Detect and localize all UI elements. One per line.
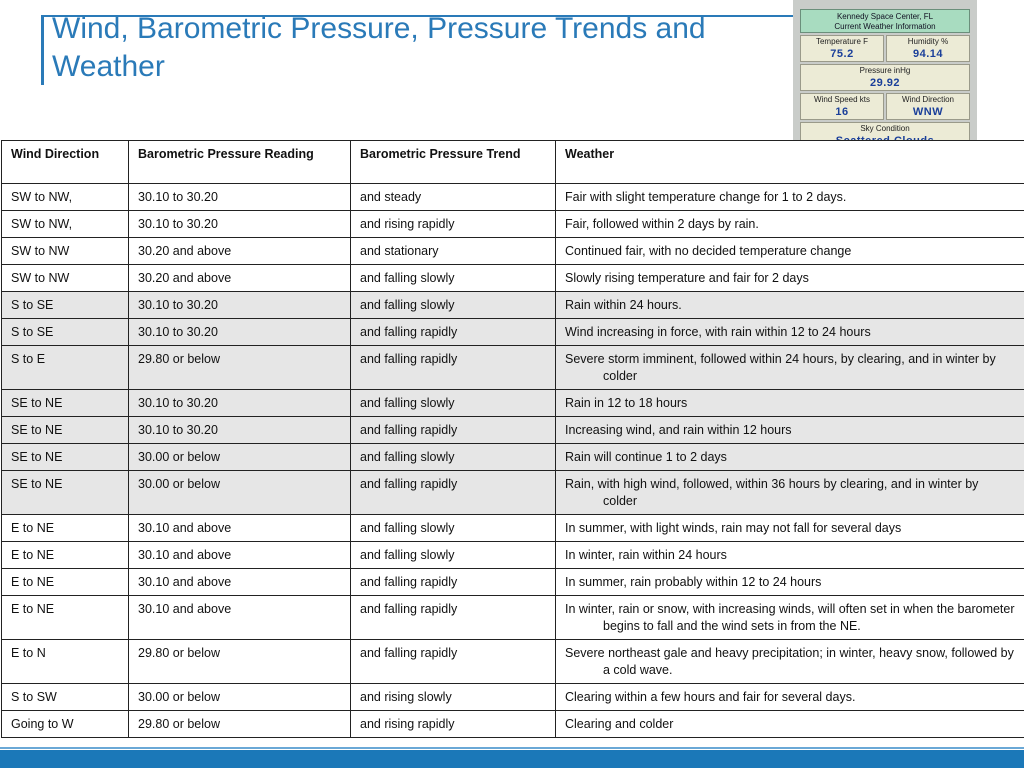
cell-wind-direction-text: SW to NW (11, 271, 70, 285)
cell-wind-direction (2, 444, 129, 471)
cell-wind-direction-text: S to SE (11, 298, 54, 312)
table-row (2, 542, 1024, 569)
cell-weather (556, 390, 1024, 417)
cell-pressure-reading (129, 596, 351, 640)
cell-weather (556, 319, 1024, 346)
cell-weather (556, 596, 1024, 640)
cell-wind-direction (2, 471, 129, 515)
humidity-cell (886, 35, 970, 62)
cell-pressure-reading-text: 30.10 to 30.20 (138, 298, 218, 312)
cell-pressure-trend-text: and falling rapidly (360, 575, 458, 589)
cell-wind-direction (2, 569, 129, 596)
cell-pressure-trend-text: and rising slowly (360, 690, 452, 704)
cell-wind-direction (2, 265, 129, 292)
cell-pressure-trend (351, 596, 556, 640)
cell-pressure-trend (351, 390, 556, 417)
weather-lore-table (1, 140, 1024, 738)
cell-pressure-trend-text: and falling rapidly (360, 423, 458, 437)
cell-pressure-trend-text: and falling rapidly (360, 646, 458, 660)
cell-pressure-trend (351, 319, 556, 346)
cell-pressure-reading (129, 390, 351, 417)
cell-pressure-trend (351, 292, 556, 319)
cell-pressure-reading (129, 292, 351, 319)
cell-pressure-reading (129, 471, 351, 515)
cell-weather-text: Clearing and colder (565, 717, 674, 731)
cell-wind-direction (2, 319, 129, 346)
cell-weather-text: In summer, with light winds, rain may not fall for several days (565, 521, 902, 535)
cell-pressure-trend (351, 346, 556, 390)
cell-pressure-trend-text: and falling rapidly (360, 602, 458, 616)
table-row (2, 444, 1024, 471)
cell-pressure-trend (351, 711, 556, 738)
cell-wind-direction (2, 640, 129, 684)
cell-pressure-reading-text: 30.20 and above (138, 244, 232, 258)
cell-weather (556, 265, 1024, 292)
footer-bar (0, 750, 1024, 768)
cell-weather-text: Slowly rising temperature and fair for 2 days (565, 271, 809, 285)
cell-weather-text: Fair with slight temperature change for 1 to 2 days. (565, 190, 847, 204)
cell-pressure-reading-text: 30.10 to 30.20 (138, 217, 218, 231)
cell-weather (556, 211, 1024, 238)
cell-pressure-reading (129, 640, 351, 684)
table-header-row (2, 141, 1024, 184)
cell-weather-text: Rain will continue 1 to 2 days (565, 450, 727, 464)
cell-weather-text: Severe storm imminent, followed within 24 hours, by clearing, and in winter by colder (565, 352, 996, 383)
cell-pressure-reading (129, 319, 351, 346)
cell-pressure-reading-text: 29.80 or below (138, 717, 221, 731)
cell-pressure-trend (351, 184, 556, 211)
cell-pressure-trend-text: and falling slowly (360, 298, 455, 312)
cell-weather-text: Severe northeast gale and heavy precipitation; in winter, heavy snow, followed by a cold wave. (565, 646, 1014, 677)
cell-pressure-trend (351, 444, 556, 471)
cell-pressure-trend-text: and stationary (360, 244, 439, 258)
cell-weather (556, 640, 1024, 684)
wind-speed-label: Wind Speed kts (813, 95, 871, 104)
cell-wind-direction-text: SW to NW, (11, 217, 73, 231)
cell-pressure-trend (351, 684, 556, 711)
cell-wind-direction-text: S to SW (11, 690, 57, 704)
cell-pressure-trend (351, 542, 556, 569)
cell-pressure-trend-text: and falling rapidly (360, 325, 458, 339)
table-row (2, 292, 1024, 319)
cell-wind-direction (2, 542, 129, 569)
cell-pressure-trend-text: and falling slowly (360, 548, 455, 562)
cell-wind-direction-text: E to N (11, 646, 46, 660)
cell-pressure-trend (351, 265, 556, 292)
cell-wind-direction (2, 184, 129, 211)
cell-pressure-trend (351, 471, 556, 515)
cell-pressure-trend-text: and falling slowly (360, 521, 455, 535)
cell-wind-direction (2, 346, 129, 390)
cell-wind-direction-text: E to NE (11, 548, 55, 562)
cell-pressure-trend-text: and steady (360, 190, 422, 204)
cell-weather-text: Increasing wind, and rain within 12 hours (565, 423, 792, 437)
cell-wind-direction (2, 711, 129, 738)
cell-wind-direction-text: S to SE (11, 325, 54, 339)
table-row (2, 640, 1024, 684)
cell-wind-direction (2, 211, 129, 238)
cell-weather (556, 711, 1024, 738)
widget-subtitle: Current Weather Information (834, 22, 936, 31)
table-row (2, 471, 1024, 515)
cell-wind-direction-text: SE to NE (11, 477, 63, 491)
cell-weather-text: Clearing within a few hours and fair for several days. (565, 690, 856, 704)
cell-wind-direction-text: SE to NE (11, 423, 63, 437)
cell-pressure-reading (129, 444, 351, 471)
cell-wind-direction-text: SE to NE (11, 450, 63, 464)
cell-weather (556, 292, 1024, 319)
cell-pressure-reading (129, 211, 351, 238)
cell-wind-direction-text: SW to NW (11, 244, 70, 258)
cell-wind-direction (2, 417, 129, 444)
cell-pressure-reading-text: 30.10 and above (138, 548, 232, 562)
cell-weather (556, 471, 1024, 515)
header-weather: Weather (556, 141, 1024, 184)
cell-wind-direction (2, 390, 129, 417)
slide-title (52, 10, 812, 86)
pressure-cell (800, 64, 970, 91)
cell-weather (556, 238, 1024, 265)
cell-pressure-reading (129, 684, 351, 711)
table-row (2, 515, 1024, 542)
cell-weather (556, 444, 1024, 471)
cell-weather-text: Fair, followed within 2 days by rain. (565, 217, 759, 231)
cell-weather (556, 569, 1024, 596)
cell-wind-direction (2, 238, 129, 265)
table-row (2, 184, 1024, 211)
cell-weather-text: Continued fair, with no decided temperature change (565, 244, 852, 258)
temperature-value: 75.2 (830, 48, 854, 60)
cell-wind-direction-text: E to NE (11, 521, 55, 535)
cell-pressure-reading-text: 30.10 and above (138, 575, 232, 589)
table-row (2, 684, 1024, 711)
cell-wind-direction-text: E to NE (11, 575, 55, 589)
cell-pressure-reading-text: 30.00 or below (138, 450, 221, 464)
wind-direction-value: WNW (912, 106, 944, 118)
cell-pressure-trend (351, 238, 556, 265)
cell-pressure-reading (129, 417, 351, 444)
cell-pressure-reading-text: 30.10 to 30.20 (138, 396, 218, 410)
cell-pressure-trend (351, 515, 556, 542)
cell-pressure-reading (129, 569, 351, 596)
cell-pressure-reading-text: 30.10 and above (138, 602, 232, 616)
cell-pressure-reading (129, 265, 351, 292)
table-row (2, 211, 1024, 238)
cell-wind-direction (2, 596, 129, 640)
cell-weather-text: In winter, rain within 24 hours (565, 548, 727, 562)
temperature-label: Temperature F (815, 37, 869, 46)
pressure-label: Pressure inHg (859, 66, 911, 75)
cell-wind-direction-text: Going to W (11, 717, 74, 731)
cell-pressure-trend-text: and falling rapidly (360, 477, 458, 491)
cell-weather-text: Wind increasing in force, with rain within 12 to 24 hours (565, 325, 871, 339)
temperature-cell (800, 35, 884, 62)
cell-weather-text: Rain in 12 to 18 hours (565, 396, 688, 410)
cell-weather-text: In summer, rain probably within 12 to 24 hours (565, 575, 822, 589)
cell-weather-text: In winter, rain or snow, with increasing winds, will often set in when the barometer begins to fall and the wind sets in from the NE. (565, 602, 1015, 633)
cell-pressure-trend-text: and falling rapidly (360, 352, 458, 366)
cell-pressure-reading (129, 711, 351, 738)
header-pressure-trend: Barometric Pressure Trend (351, 141, 556, 184)
cell-wind-direction-text: E to NE (11, 602, 55, 616)
cell-wind-direction-text: SE to NE (11, 396, 63, 410)
cell-weather-text: Rain, with high wind, followed, within 36 hours by clearing, and in winter by colder (565, 477, 979, 508)
cell-wind-direction (2, 684, 129, 711)
footer-accent-line (0, 747, 1024, 749)
humidity-value: 94.14 (912, 48, 944, 60)
header-wind-direction: Wind Direction (2, 141, 129, 184)
cell-pressure-reading-text: 30.10 to 30.20 (138, 423, 218, 437)
cell-wind-direction (2, 515, 129, 542)
cell-pressure-reading-text: 29.80 or below (138, 646, 221, 660)
cell-pressure-reading (129, 515, 351, 542)
pressure-value: 29.92 (869, 77, 901, 89)
cell-pressure-trend (351, 417, 556, 444)
cell-wind-direction-text: S to E (11, 352, 46, 366)
cell-pressure-reading-text: 30.00 or below (138, 477, 221, 491)
table-row (2, 238, 1024, 265)
cell-pressure-reading (129, 542, 351, 569)
cell-weather (556, 184, 1024, 211)
widget-location: Kennedy Space Center, FL (836, 12, 934, 21)
table-row (2, 711, 1024, 738)
cell-weather (556, 417, 1024, 444)
header-pressure-reading: Barometric Pressure Reading (129, 141, 351, 184)
wind-direction-label: Wind Direction (901, 95, 954, 104)
cell-pressure-trend-text: and falling slowly (360, 271, 455, 285)
cell-pressure-trend-text: and rising rapidly (360, 717, 455, 731)
cell-weather-text: Rain within 24 hours. (565, 298, 682, 312)
cell-pressure-reading-text: 30.10 and above (138, 521, 232, 535)
table-body (2, 184, 1024, 738)
cell-pressure-trend-text: and rising rapidly (360, 217, 455, 231)
cell-pressure-reading-text: 30.10 to 30.20 (138, 325, 218, 339)
cell-weather (556, 684, 1024, 711)
cell-pressure-trend (351, 569, 556, 596)
cell-pressure-reading-text: 30.10 to 30.20 (138, 190, 218, 204)
cell-weather (556, 515, 1024, 542)
table-row (2, 596, 1024, 640)
wind-speed-cell (800, 93, 884, 120)
table-row (2, 265, 1024, 292)
slide-title-line1: Wind, Barometric Pressure, Pressure Trends and (52, 12, 706, 45)
widget-header (800, 9, 970, 33)
cell-pressure-reading-text: 29.80 or below (138, 352, 221, 366)
cell-pressure-trend (351, 640, 556, 684)
wind-speed-value: 16 (835, 106, 849, 118)
cell-pressure-trend (351, 211, 556, 238)
cell-weather (556, 346, 1024, 390)
cell-pressure-reading (129, 238, 351, 265)
cell-weather (556, 542, 1024, 569)
table-row (2, 346, 1024, 390)
table-row (2, 390, 1024, 417)
table-row (2, 569, 1024, 596)
cell-pressure-reading (129, 346, 351, 390)
cell-wind-direction-text: SW to NW, (11, 190, 73, 204)
table-row (2, 417, 1024, 444)
cell-pressure-reading (129, 184, 351, 211)
cell-pressure-reading-text: 30.00 or below (138, 690, 221, 704)
humidity-label: Humidity % (907, 37, 949, 46)
cell-pressure-trend-text: and falling slowly (360, 450, 455, 464)
sky-condition-label: Sky Condition (860, 124, 910, 133)
cell-wind-direction (2, 292, 129, 319)
slide-title-line2: Weather (52, 50, 165, 83)
table-row (2, 319, 1024, 346)
cell-pressure-reading-text: 30.20 and above (138, 271, 232, 285)
wind-direction-cell (886, 93, 970, 120)
cell-pressure-trend-text: and falling slowly (360, 396, 455, 410)
